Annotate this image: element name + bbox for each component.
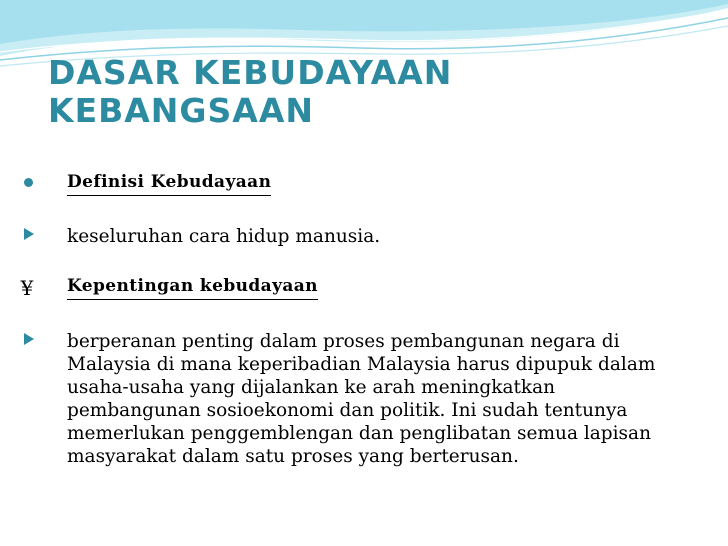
- bullet-item-berperanan: [0, 330, 700, 470]
- bullet-item-definisi: [0, 172, 700, 196]
- slide-title: DASAR KEBUDAYAAN KEBANGSAAN: [48, 53, 453, 130]
- dot-bullet-icon: [24, 178, 33, 187]
- bullet-heading: Kepentingan kebudayaan: [67, 276, 318, 300]
- bullet-heading: Definisi Kebudayaan: [67, 172, 271, 196]
- bullet-text: keseluruhan cara hidup manusia.: [67, 226, 381, 247]
- arrow-bullet-icon: [24, 333, 34, 345]
- yen-bullet-icon: ¥: [20, 276, 34, 300]
- bullet-paragraph: berperanan penting dalam proses pembangunan negara di Malaysia di mana keperibadian Malaysia harus dipupuk dalam usaha-usaha yang dijalankan ke arah meningkatkan pembangunan sosioekonomi dan politik. Ini sudah tentunya memerlukan penggemblengan dan penglibatan semua lapisan masyarakat dalam satu proses yang berterusan.: [67, 331, 656, 467]
- arrow-bullet-icon: [24, 228, 34, 240]
- bullet-item-kepentingan: [0, 276, 700, 300]
- bullet-item-keseluruhan: [0, 225, 700, 249]
